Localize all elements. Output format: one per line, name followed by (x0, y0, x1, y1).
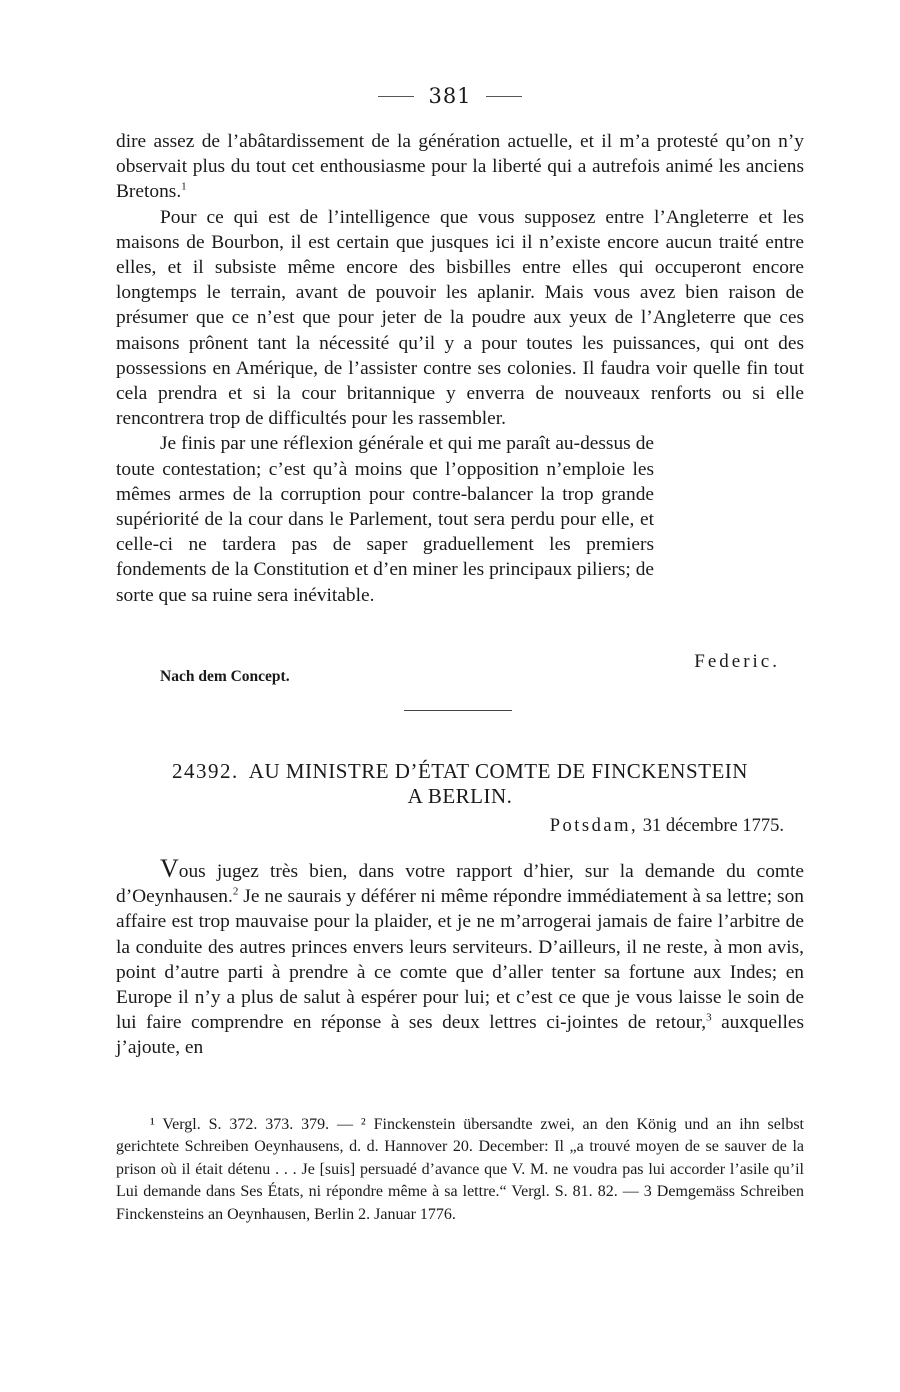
dateline-place: Potsdam, (549, 816, 639, 836)
letter-heading (116, 759, 804, 809)
dateline-date: 31 décembre 1775. (642, 816, 784, 836)
footnote-text: ¹ Vergl. S. 372. 373. 379. — ² Finckenstein übersandte zwei, an den König und an ihn selbst gerichtete Schreiben Oeynhausens, d. d. Hannover 20. December: Il „a trouvé moyen de se sauver de la prison où il était détenu . . . Je [suis] persuadé d’avance que V. M. ne voudra pas lui accorder l’asile qu’il Lui demande dans Ses États, ni répondre même à sa lettre.“ Vergl. S. 81. 82. — 3 Demgemäss Schreiben Finckensteins an Oeynhausen, Berlin 2. Januar 1776. (116, 1116, 804, 1223)
document-number: 24392. (172, 759, 239, 783)
header-dash-left (378, 96, 414, 97)
dateline (420, 816, 784, 837)
footnotes (116, 1114, 804, 1226)
footnote-ref-1: 1 (181, 180, 187, 193)
page-header (0, 84, 900, 108)
initial-letter: V (160, 854, 179, 883)
signature: Federic. (694, 651, 780, 672)
footnote-ref-2: 2 (232, 885, 239, 898)
page-number: 381 (428, 84, 472, 108)
paragraph-3: Je finis par une réflexion générale et qui me paraît au-dessus de toute contestation; c’est qu’à moins que l’opposition n’emploie les mêmes armes de la corruption pour contre-balancer la trop grande supériorité de la cour dans le Parlement, tout sera perdu pour elle, et celle-ci ne tardera pas de saper graduellement les premiers fondements de la Constitution et d’en miner les principaux piliers; de sorte que sa ruine sera inévitable. (116, 433, 654, 606)
paragraph-1: dire assez de l’abâtardissement de la génération actuelle, et il m’a protesté qu’on n’y observait plus du tout cet enthousiasme pour la liberté qui a autrefois animé les anciens Bretons.$^1$ (116, 131, 804, 203)
section-divider (404, 710, 512, 711)
letter-body: Vous jugez très bien, dans votre rapport d’hier, sur la demande du comte d’Oeynhausen.$^2$ Je ne saurais y déférer ni même répondre immédiatement à sa lettre; son affaire est trop mauvaise pour la plaider, et je ne m’arrogerai jamais de faire l’arbitre de la conduite des autres princes envers leurs serviteurs. D’ailleurs, il ne reste, à mon avis, point d’autre parti à prendre à ce comte que d’aller tenter sa fortune aux Indes; en Europe il n’y a plus de salut à espérer pour lui; et c’est ce que je vous laisse le soin de lui faire comprendre en réponse à ses deux lettres ci-jointes de retour,$^3$ auxquelles j’ajoute, en (116, 854, 804, 1059)
paragraph-2: Pour ce qui est de l’intelligence que vous supposez entre l’Angleterre et les maisons de Bourbon, il est certain que jusques ici il n’existe encore aucun traité entre elles, et il subsiste même encore des bisbilles entre elles qui occuperont encore longtemps le terrain, avant de pouvoir les aplanir. Mais vous avez bien raison de présumer que ce n’est que pour jeter de la poudre aux yeux de l’Angleterre que ces maisons prônent tant la nécessité qu’il y a pour toutes les puissances, qui ont des possessions en Amérique, de l’assister contre ses colonies. Il faudra voir quelle fin tout cela prendra et si la cour britannique y enverra de nouveaux renforts ou si elle rencontrera trop de difficultés pour les rassembler. (116, 206, 804, 430)
source-note: Nach dem Concept. (160, 668, 290, 685)
heading-line-1 (116, 759, 804, 784)
heading-line-2: A BERLIN. (407, 784, 513, 808)
continued-letter-text (116, 129, 804, 608)
footnote-ref-3: 3 (706, 1011, 712, 1024)
heading-title: AU MINISTRE D’ÉTAT COMTE DE FINCKENSTEIN (248, 759, 748, 783)
header-dash-right (486, 96, 522, 97)
